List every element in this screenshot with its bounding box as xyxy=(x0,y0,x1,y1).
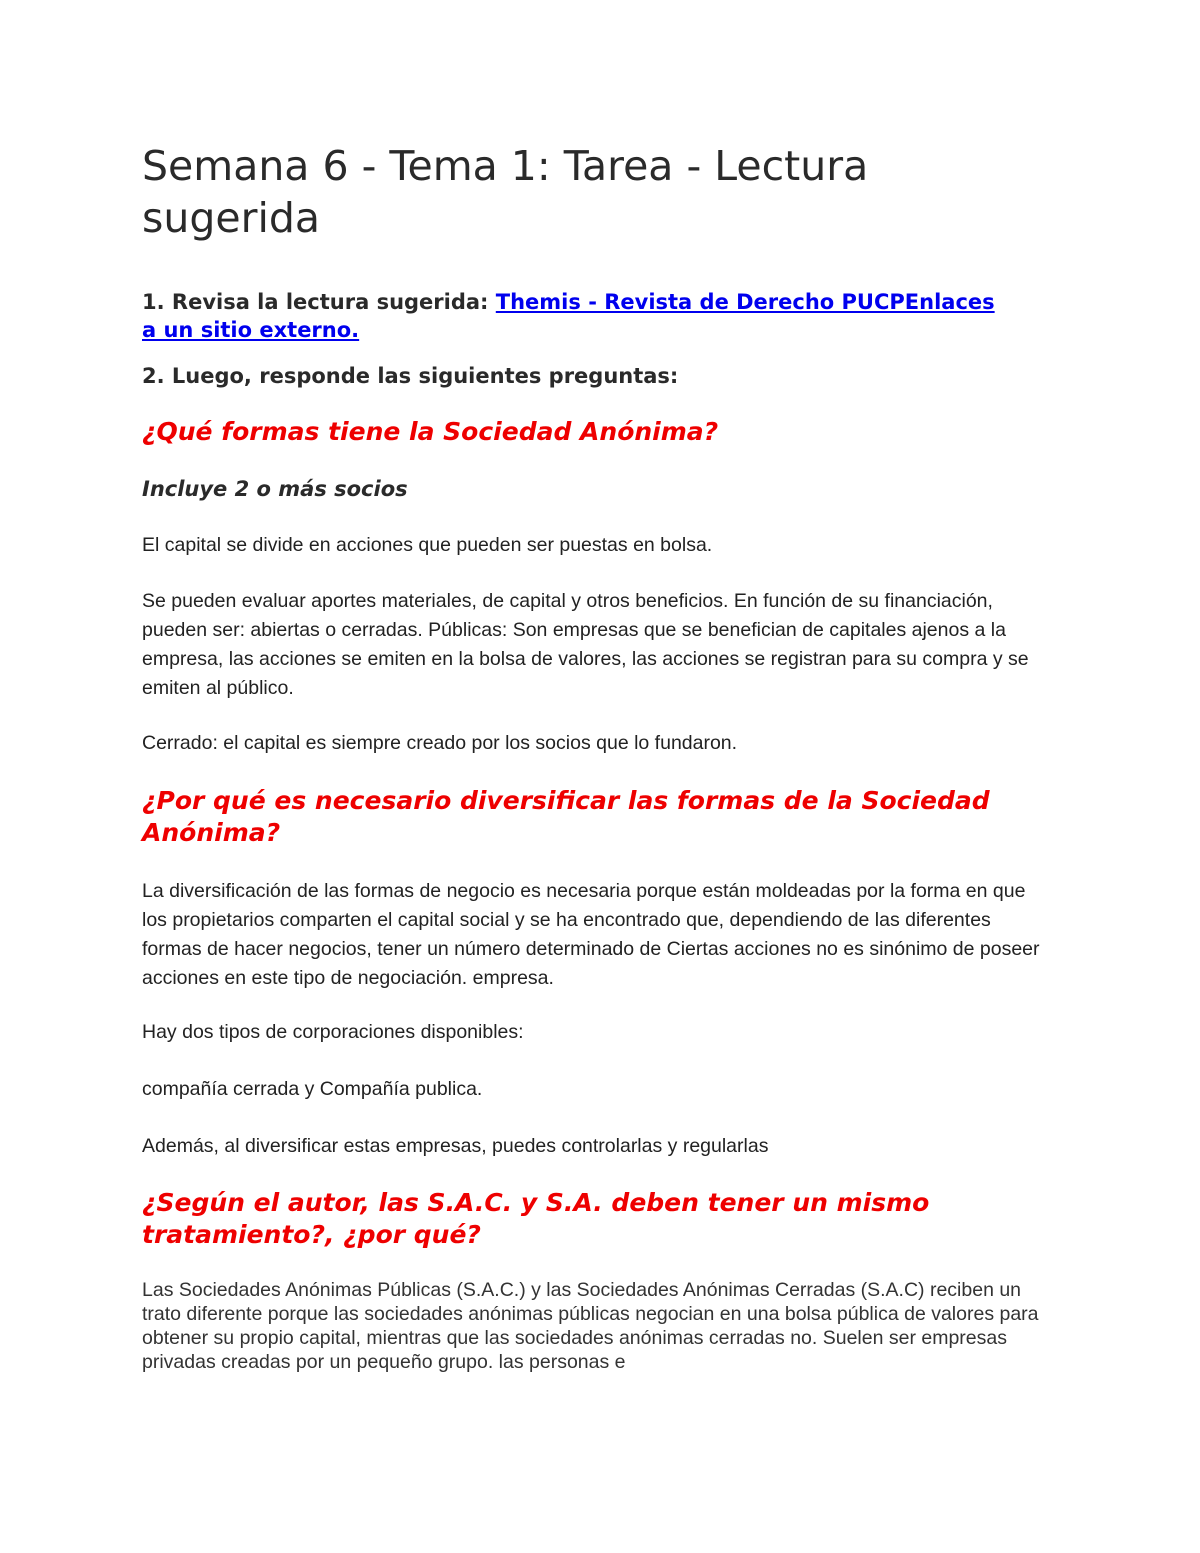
answer-3-paragraph: Las Sociedades Anónimas Públicas (S.A.C.) y las Sociedades Anónimas Cerradas (S.A.C) reciben un trato diferente porque las sociedades anónimas públicas negocian en una bolsa pública de valores para obtener su propio capital, mientras que las sociedades anónimas cerradas no. Suelen ser empresas privadas creadas por un pequeño grupo. las personas e xyxy=(142,1279,1039,1373)
answer-2-paragraph: La diversificación de las formas de negocio es necesaria porque están moldeadas por la forma en que los propietarios comparten el capital social y se ha encontrado que, dependiendo de las diferentes formas de hacer negocios, tener un número determinado de Ciertas acciones no es sinónimo de poseer acciones en este tipo de negociación. empresa. xyxy=(142,880,1040,989)
question-2: ¿Por qué es necesario diversificar las formas de la Sociedad Anónima? xyxy=(142,786,990,847)
answer-1-paragraph: Se pueden evaluar aportes materiales, de capital y otros beneficios. En función de su financiación, pueden ser: abiertas o cerradas. Públicas: Son empresas que se benefician de capitales ajenos a la empresa, las acciones se emiten en la bolsa de valores, las acciones se registran para su compra y se emiten al público. xyxy=(142,590,1029,699)
answer-2-paragraph: Además, al diversificar estas empresas, puedes controlarlas y regularlas xyxy=(142,1135,769,1157)
question-3: ¿Según el autor, las S.A.C. y S.A. deben tener un mismo tratamiento?, ¿por qué? xyxy=(142,1188,930,1249)
step-1-prefix: 1. Revisa la lectura sugerida: xyxy=(142,290,496,314)
question-1: ¿Qué formas tiene la Sociedad Anónima? xyxy=(142,417,719,446)
page-title: Semana 6 - Tema 1: Tarea - Lectura sugerida xyxy=(142,142,869,242)
step-2-instruction: 2. Luego, responde las siguientes preguntas: xyxy=(142,364,679,388)
answer-2-paragraph: compañía cerrada y Compañía publica. xyxy=(142,1078,483,1100)
answer-1-paragraph: El capital se divide en acciones que pueden ser puestas en bolsa. xyxy=(142,534,713,556)
themis-external-link[interactable]: Themis - Revista de Derecho PUCPEnlaces a un sitio externo. xyxy=(142,290,995,342)
answer-2-paragraph: Hay dos tipos de corporaciones disponibles: xyxy=(142,1021,524,1043)
question-1-subheading: Incluye 2 o más socios xyxy=(142,477,408,501)
step-1-instruction xyxy=(142,288,1002,344)
answer-1-paragraph: Cerrado: el capital es siempre creado por los socios que lo fundaron. xyxy=(142,732,738,754)
